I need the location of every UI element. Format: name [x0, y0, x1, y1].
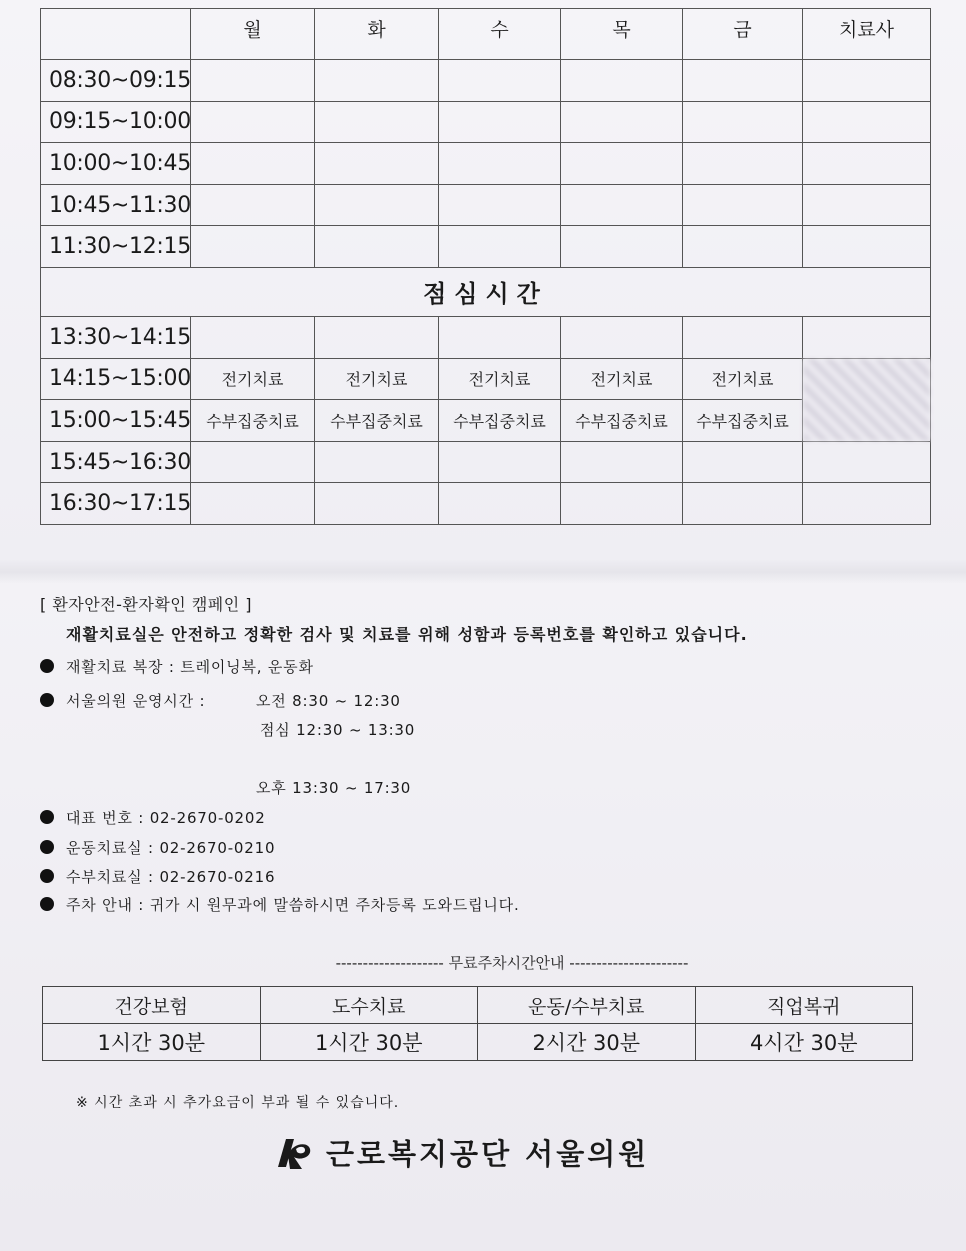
schedule-cell: [191, 316, 315, 358]
time-slot: 15:45~16:30: [41, 441, 191, 483]
kcomwel-logo-icon: [274, 1135, 314, 1171]
hand-phone-item: [40, 866, 275, 887]
schedule-cell: [315, 483, 439, 525]
hand-phone-text: 수부치료실 : 02-2670-0216: [66, 868, 276, 886]
schedule-cell: [191, 441, 315, 483]
table-row: [41, 400, 931, 442]
time-slot: 16:30~17:15: [41, 483, 191, 525]
parking-header: 운동/수부치료: [478, 987, 696, 1024]
parking-info-item: [40, 894, 520, 915]
schedule-header-row: [41, 9, 931, 60]
exercise-phone-text: 운동치료실 : 02-2670-0210: [66, 839, 276, 857]
time-slot: 15:00~15:45: [41, 400, 191, 442]
table-row: [41, 60, 931, 102]
dress-code-item: [40, 656, 314, 677]
paper-fold: [0, 560, 966, 584]
header-tue: 화: [315, 9, 439, 60]
schedule-cell: [315, 441, 439, 483]
schedule-cell: 수부집중치료: [561, 400, 683, 442]
parking-header: 도수치료: [260, 987, 478, 1024]
header-time: [41, 9, 191, 60]
schedule-cell: 전기치료: [191, 358, 315, 400]
header-therapist: 치료사: [803, 9, 931, 60]
bullet-icon: [40, 897, 54, 911]
parking-value: 4시간 30분: [695, 1024, 913, 1061]
bullet-icon: [40, 840, 54, 854]
bullet-icon: [40, 869, 54, 883]
schedule-cell: [561, 441, 683, 483]
schedule-cell: [439, 441, 561, 483]
header-thu: 목: [561, 9, 683, 60]
header-mon: 월: [191, 9, 315, 60]
table-row: [41, 226, 931, 268]
campaign-lead-text: 재활치료실은 안전하고 정확한 검사 및 치료를 위해 성함과 등록번호를 확인하고 있습니다.: [66, 625, 748, 644]
notice-section: [40, 592, 930, 914]
lunch-label: 점심시간: [41, 267, 931, 316]
schedule-cell: [683, 441, 803, 483]
table-row: [41, 184, 931, 226]
hours-am: 오전 8:30 ~ 12:30: [256, 692, 401, 710]
parking-info-text: 주차 안내 : 귀가 시 원무과에 말씀하시면 주차등록 도와드립니다.: [66, 896, 520, 914]
dress-code-text: 재활치료 복장 : 트레이닝복, 운동화: [66, 658, 314, 676]
schedule-cell: [191, 483, 315, 525]
table-row: [41, 358, 931, 400]
exercise-phone-item: [40, 837, 275, 858]
brand-footer: [274, 1132, 649, 1172]
therapist-name-redacted: [803, 358, 931, 441]
main-phone-item: [40, 807, 266, 828]
time-slot: 10:00~10:45: [41, 143, 191, 185]
parking-header: 직업복귀: [695, 987, 913, 1024]
time-slot: 10:45~11:30: [41, 184, 191, 226]
schedule-cell: 전기치료: [683, 358, 803, 400]
schedule-cell: [439, 316, 561, 358]
time-slot: 14:15~15:00: [41, 358, 191, 400]
table-row: [41, 143, 931, 185]
table-row: [41, 101, 931, 143]
bullet-icon: [40, 659, 54, 673]
brand-name: 근로복지공단 서울의원: [326, 1137, 650, 1171]
hours-item: [40, 690, 205, 711]
table-row: [41, 483, 931, 525]
schedule-cell: 전기치료: [561, 358, 683, 400]
parking-footnote: ※ 시간 초과 시 추가요금이 부과 될 수 있습니다.: [76, 1095, 400, 1111]
parking-header: 건강보험: [43, 987, 261, 1024]
schedule-cell: [683, 316, 803, 358]
schedule-cell: [683, 483, 803, 525]
campaign-title: [ 환자안전-환자확인 캠페인 ]: [40, 595, 253, 614]
main-phone-text: 대표 번호 : 02-2670-0202: [66, 809, 266, 827]
schedule-cell: [315, 316, 439, 358]
free-parking-table: [42, 986, 913, 1061]
parking-value-row: [43, 1024, 913, 1061]
hours-lunch: 점심 12:30 ~ 13:30: [260, 721, 416, 739]
free-parking-divider: -------------------- 무료주차시간안내 ----------------------: [335, 954, 689, 972]
schedule-cell: 전기치료: [439, 358, 561, 400]
hours-pm: 오후 13:30 ~ 17:30: [256, 779, 412, 797]
schedule-cell: [439, 483, 561, 525]
schedule-cell: 수부집중치료: [191, 400, 315, 442]
parking-header-row: [43, 987, 913, 1024]
parking-value: 2시간 30분: [478, 1024, 696, 1061]
schedule-cell: 수부집중치료: [315, 400, 439, 442]
schedule-cell: [561, 316, 683, 358]
schedule-cell: 전기치료: [315, 358, 439, 400]
schedule-cell: 수부집중치료: [439, 400, 561, 442]
table-row: [41, 441, 931, 483]
header-fri: 금: [683, 9, 803, 60]
time-slot: 09:15~10:00: [41, 101, 191, 143]
time-slot: 11:30~12:15: [41, 226, 191, 268]
parking-value: 1시간 30분: [43, 1024, 261, 1061]
time-slot: 13:30~14:15: [41, 316, 191, 358]
therapy-schedule-table: [40, 8, 931, 525]
schedule-cell: [561, 483, 683, 525]
parking-value: 1시간 30분: [260, 1024, 478, 1061]
schedule-cell: 수부집중치료: [683, 400, 803, 442]
bullet-icon: [40, 693, 54, 707]
table-row: [41, 316, 931, 358]
hours-label: 서울의원 운영시간 :: [66, 692, 206, 710]
lunch-row: [41, 267, 931, 316]
time-slot: 08:30~09:15: [41, 60, 191, 102]
header-wed: 수: [439, 9, 561, 60]
bullet-icon: [40, 810, 54, 824]
